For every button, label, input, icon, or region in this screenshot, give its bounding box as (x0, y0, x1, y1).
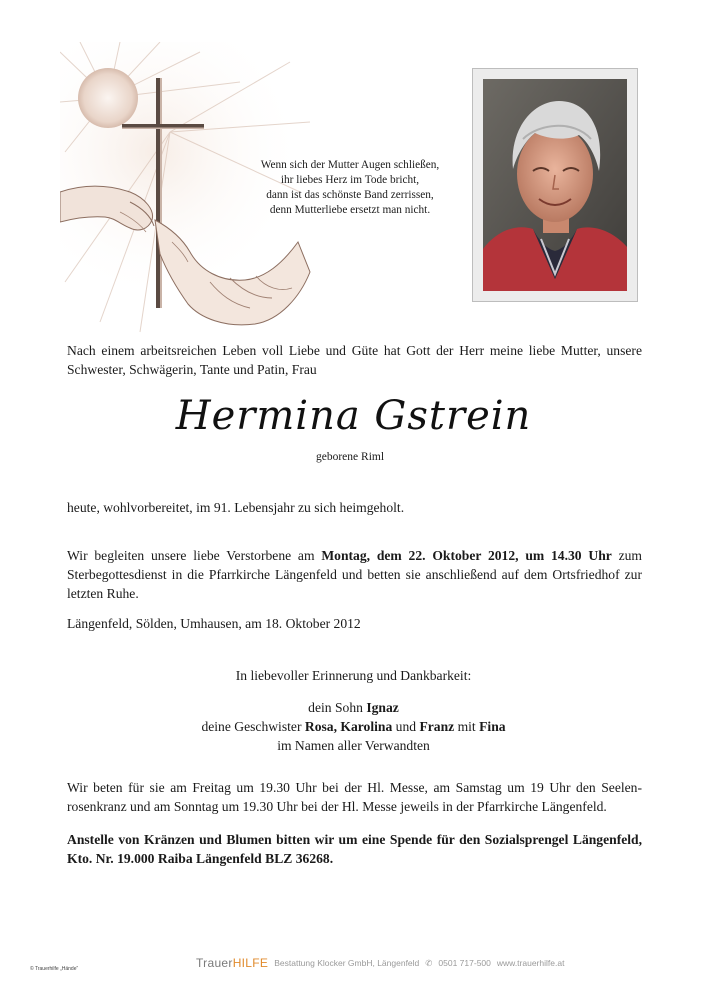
portrait-photo-frame (472, 68, 638, 302)
footer-web[interactable]: www.trauerhilfe.at (496, 958, 565, 968)
poem-line: ihr liebes Herz im Tode bricht, (280, 174, 420, 186)
portrait-photo (483, 79, 627, 291)
poem-line: dann ist das schönste Band zerrissen, (266, 189, 434, 201)
footer-phone: 0501 717-500 (438, 958, 491, 968)
footer (190, 955, 565, 971)
image-credit: © Trauerhilfe „Hände“ (30, 966, 79, 972)
sibling-name: Karolina (340, 719, 393, 734)
sibling-partner-name: Fina (479, 719, 506, 734)
sibling-name: Rosa (304, 719, 334, 734)
intro-paragraph: Nach einem arbeitsreichen Leben voll Liebe und Güte hat Gott der Herr meine liebe Mutter, unsere Schwester, Schwägerin, Tante und Patin, Frau (67, 343, 642, 377)
place-date: Längenfeld, Sölden, Umhausen, am 18. Oktober 2012 (67, 616, 361, 631)
son-name: Ignaz (366, 700, 399, 715)
masses-paragraph: Wir beten für sie am Freitag um 19.30 Uhr bei der Hl. Messe, am Samstag um 19 Uhr den Seelen-rosenkranz und am Sonntag um 19.30 Uhr bei der Hl. Messe jeweils in der Pfarrkirche Längenfeld. (67, 780, 642, 814)
mourner-line-siblings: deine Geschwister Rosa, Karolina und Franz mit Fina (201, 719, 506, 734)
funeral-text-after: zum Sterbegottesdienst in die Pfarrkirche Längenfeld und betten sie anschließend auf dem Ortsfriedhof zur letzten Ruhe. (67, 548, 642, 601)
mourners-list (0, 698, 707, 755)
poem-line: denn Mutterliebe ersetzt man nicht. (269, 204, 431, 216)
footer-company: Bestattung Klocker GmbH, Längenfeld (274, 958, 420, 968)
passing-statement: heute, wohlvorbereitet, im 91. Lebensjahr zu sich heimgeholt. (67, 500, 405, 515)
mourner-line-relatives: im Namen aller Verwandten (277, 738, 430, 753)
poem (225, 158, 475, 218)
poem-line: Wenn sich der Mutter Augen schließen, (260, 159, 440, 171)
funeral-paragraph (67, 546, 642, 603)
remembrance-heading: In liebevoller Erinnerung und Dankbarkeit: (235, 668, 472, 683)
mourner-line-son: dein Sohn Ignaz (308, 700, 399, 715)
sibling-name: Franz (419, 719, 455, 734)
footer-logo: TrauerHILFE (196, 956, 269, 970)
donation-paragraph: Anstelle von Kränzen und Blumen bitten wir um eine Spende für den Sozialsprengel Längenfeld, Kto. Nr. 19.000 Raiba Längenfeld BLZ 36268. (67, 832, 642, 866)
funeral-text-before: Wir begleiten unsere liebe Verstorbene am (67, 548, 322, 563)
maiden-name: geborene Riml (316, 451, 385, 463)
deceased-name: Hermina Gstrein (175, 393, 532, 439)
funeral-date-time: Montag, dem 22. Oktober 2012, um 14.30 Uhr (321, 548, 612, 563)
phone-icon: ✆ (425, 957, 433, 968)
